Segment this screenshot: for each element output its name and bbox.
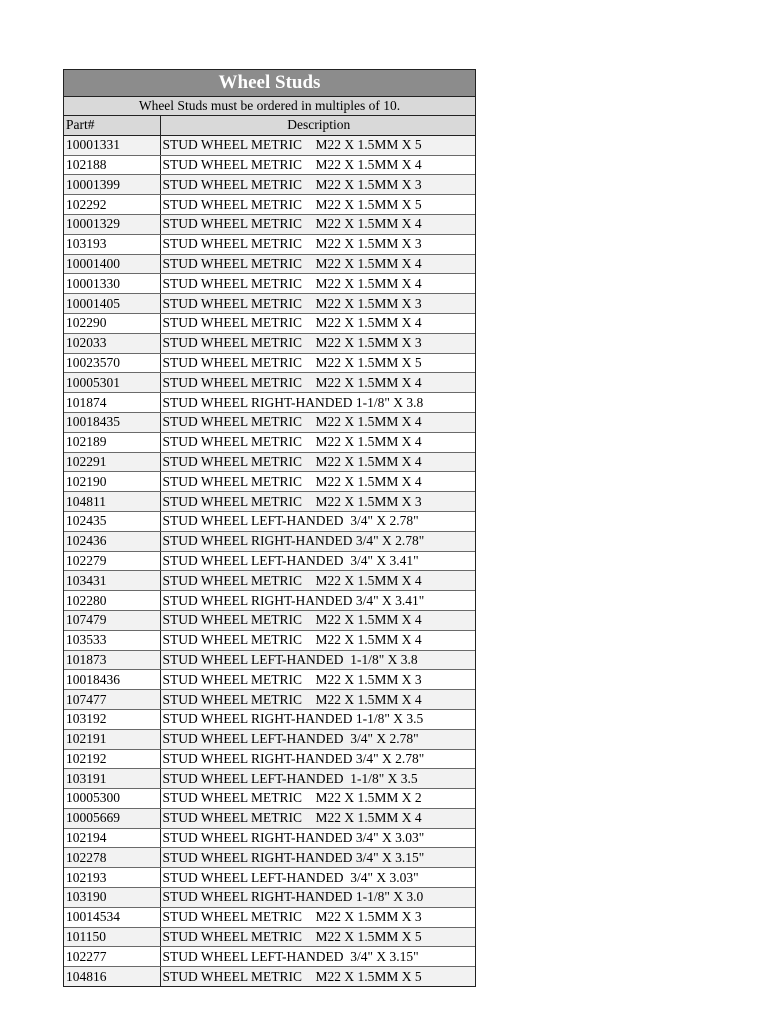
table-row [64,452,475,472]
parts-table [64,116,475,986]
description-cell: STUD WHEEL METRIC M22 X 1.5MM X 4 [160,630,475,650]
description-cell: STUD WHEEL RIGHT-HANDED 1-1/8" X 3.8 [160,393,475,413]
description-cell: STUD WHEEL METRIC M22 X 1.5MM X 4 [160,412,475,432]
table-row [64,670,475,690]
part-number-cell: 104811 [64,492,160,512]
description-cell: STUD WHEEL RIGHT-HANDED 3/4" X 3.41" [160,591,475,611]
table-row [64,907,475,927]
table-row [64,947,475,967]
part-number-cell: 10001329 [64,214,160,234]
description-cell: STUD WHEEL METRIC M22 X 1.5MM X 4 [160,155,475,175]
description-cell: STUD WHEEL METRIC M22 X 1.5MM X 3 [160,907,475,927]
description-cell: STUD WHEEL METRIC M22 X 1.5MM X 4 [160,373,475,393]
table-row [64,571,475,591]
table-row [64,967,475,986]
table-row [64,155,475,175]
description-cell: STUD WHEEL LEFT-HANDED 3/4" X 3.15" [160,947,475,967]
table-row [64,769,475,789]
table-row [64,393,475,413]
part-number-cell: 107477 [64,690,160,710]
table-row [64,531,475,551]
header-row [64,116,475,135]
part-number-cell: 10005669 [64,808,160,828]
part-number-header: Part# [64,116,160,135]
description-cell: STUD WHEEL METRIC M22 X 1.5MM X 5 [160,927,475,947]
description-cell: STUD WHEEL METRIC M22 X 1.5MM X 4 [160,610,475,630]
description-cell: STUD WHEEL METRIC M22 X 1.5MM X 4 [160,571,475,591]
part-number-cell: 103431 [64,571,160,591]
table-row [64,492,475,512]
description-cell: STUD WHEEL METRIC M22 X 1.5MM X 2 [160,789,475,809]
table-row [64,511,475,531]
table-row [64,472,475,492]
table-row [64,333,475,353]
part-number-cell: 102188 [64,155,160,175]
description-cell: STUD WHEEL METRIC M22 X 1.5MM X 5 [160,135,475,155]
description-cell: STUD WHEEL METRIC M22 X 1.5MM X 5 [160,967,475,986]
part-number-cell: 10023570 [64,353,160,373]
table-row [64,729,475,749]
part-number-cell: 102279 [64,551,160,571]
description-cell: STUD WHEEL RIGHT-HANDED 3/4" X 3.15" [160,848,475,868]
description-cell: STUD WHEEL RIGHT-HANDED 3/4" X 2.78" [160,531,475,551]
description-cell: STUD WHEEL LEFT-HANDED 3/4" X 2.78" [160,511,475,531]
table-row [64,709,475,729]
table-row [64,313,475,333]
table-row [64,888,475,908]
part-number-cell: 10001399 [64,175,160,195]
description-cell: STUD WHEEL METRIC M22 X 1.5MM X 4 [160,214,475,234]
description-cell: STUD WHEEL METRIC M22 X 1.5MM X 3 [160,294,475,314]
table-row [64,789,475,809]
table-row [64,175,475,195]
table-row [64,927,475,947]
description-cell: STUD WHEEL METRIC M22 X 1.5MM X 4 [160,432,475,452]
part-number-cell: 102436 [64,531,160,551]
table-row [64,848,475,868]
description-cell: STUD WHEEL METRIC M22 X 1.5MM X 4 [160,472,475,492]
part-number-cell: 102190 [64,472,160,492]
description-cell: STUD WHEEL METRIC M22 X 1.5MM X 4 [160,452,475,472]
table-row [64,630,475,650]
part-number-cell: 102033 [64,333,160,353]
part-number-cell: 103193 [64,234,160,254]
parts-table-body [64,135,475,986]
description-cell: STUD WHEEL METRIC M22 X 1.5MM X 3 [160,492,475,512]
part-number-cell: 101150 [64,927,160,947]
table-row [64,195,475,215]
table-row [64,551,475,571]
part-number-cell: 10005300 [64,789,160,809]
description-cell: STUD WHEEL RIGHT-HANDED 3/4" X 3.03" [160,828,475,848]
part-number-cell: 102277 [64,947,160,967]
table-row [64,650,475,670]
description-cell: STUD WHEEL METRIC M22 X 1.5MM X 5 [160,353,475,373]
part-number-cell: 102291 [64,452,160,472]
description-cell: STUD WHEEL LEFT-HANDED 1-1/8" X 3.5 [160,769,475,789]
part-number-cell: 10001330 [64,274,160,294]
description-cell: STUD WHEEL METRIC M22 X 1.5MM X 4 [160,313,475,333]
part-number-cell: 10001331 [64,135,160,155]
part-number-cell: 10014534 [64,907,160,927]
description-cell: STUD WHEEL METRIC M22 X 1.5MM X 3 [160,333,475,353]
table-row [64,254,475,274]
part-number-cell: 103533 [64,630,160,650]
part-number-cell: 103191 [64,769,160,789]
part-number-cell: 102280 [64,591,160,611]
description-header: Description [160,116,475,135]
part-number-cell: 102192 [64,749,160,769]
table-row [64,412,475,432]
description-cell: STUD WHEEL METRIC M22 X 1.5MM X 3 [160,234,475,254]
part-number-cell: 10018436 [64,670,160,690]
part-number-cell: 10001400 [64,254,160,274]
part-number-cell: 101873 [64,650,160,670]
table-row [64,135,475,155]
parts-sheet [63,69,476,987]
table-row [64,868,475,888]
description-cell: STUD WHEEL METRIC M22 X 1.5MM X 4 [160,274,475,294]
part-number-cell: 102278 [64,848,160,868]
description-cell: STUD WHEEL METRIC M22 X 1.5MM X 3 [160,670,475,690]
order-note: Wheel Studs must be ordered in multiples of 10. [64,97,475,116]
part-number-cell: 104816 [64,967,160,986]
part-number-cell: 102193 [64,868,160,888]
description-cell: STUD WHEEL LEFT-HANDED 3/4" X 3.41" [160,551,475,571]
part-number-cell: 10018435 [64,412,160,432]
sheet-title: Wheel Studs [64,70,475,97]
description-cell: STUD WHEEL METRIC M22 X 1.5MM X 5 [160,195,475,215]
part-number-cell: 102290 [64,313,160,333]
part-number-cell: 101874 [64,393,160,413]
description-cell: STUD WHEEL LEFT-HANDED 3/4" X 3.03" [160,868,475,888]
table-row [64,808,475,828]
part-number-cell: 107479 [64,610,160,630]
part-number-cell: 10001405 [64,294,160,314]
table-row [64,373,475,393]
table-row [64,274,475,294]
part-number-cell: 103192 [64,709,160,729]
table-row [64,353,475,373]
table-row [64,294,475,314]
part-number-cell: 102435 [64,511,160,531]
table-row [64,591,475,611]
table-row [64,828,475,848]
table-row [64,690,475,710]
table-row [64,432,475,452]
description-cell: STUD WHEEL LEFT-HANDED 1-1/8" X 3.8 [160,650,475,670]
description-cell: STUD WHEEL METRIC M22 X 1.5MM X 4 [160,254,475,274]
part-number-cell: 102189 [64,432,160,452]
description-cell: STUD WHEEL LEFT-HANDED 3/4" X 2.78" [160,729,475,749]
description-cell: STUD WHEEL RIGHT-HANDED 3/4" X 2.78" [160,749,475,769]
part-number-cell: 102191 [64,729,160,749]
description-cell: STUD WHEEL RIGHT-HANDED 1-1/8" X 3.5 [160,709,475,729]
table-row [64,214,475,234]
table-row [64,610,475,630]
description-cell: STUD WHEEL METRIC M22 X 1.5MM X 4 [160,808,475,828]
description-cell: STUD WHEEL METRIC M22 X 1.5MM X 4 [160,690,475,710]
table-row [64,749,475,769]
table-row [64,234,475,254]
part-number-cell: 103190 [64,888,160,908]
part-number-cell: 102292 [64,195,160,215]
part-number-cell: 10005301 [64,373,160,393]
description-cell: STUD WHEEL RIGHT-HANDED 1-1/8" X 3.0 [160,888,475,908]
description-cell: STUD WHEEL METRIC M22 X 1.5MM X 3 [160,175,475,195]
part-number-cell: 102194 [64,828,160,848]
